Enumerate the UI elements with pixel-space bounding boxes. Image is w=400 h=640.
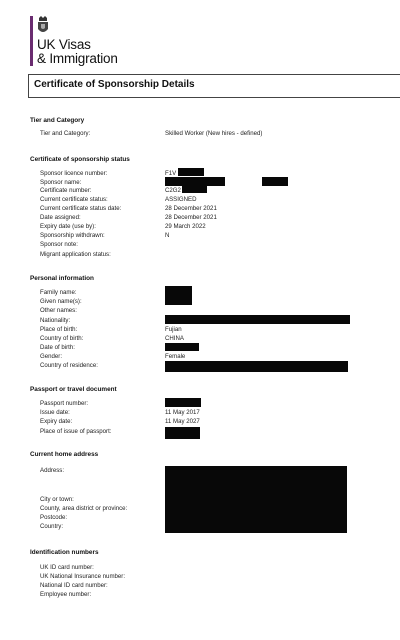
redaction-block <box>178 168 204 176</box>
brand-accent-bar <box>30 16 33 66</box>
section-heading-identification: Identification numbers <box>30 549 99 556</box>
document-title: Certificate of Sponsorship Details <box>34 79 195 90</box>
field-value: C2G2 <box>165 187 181 194</box>
field-label: Sponsor name: <box>40 179 82 186</box>
field-label: Place of issue of passport: <box>40 428 112 435</box>
section-heading-personal: Personal information <box>30 275 94 282</box>
redaction-block <box>165 398 201 407</box>
field-label: UK National Insurance number: <box>40 573 126 580</box>
field-label: Sponsor note: <box>40 241 78 248</box>
field-label: Sponsorship withdrawn: <box>40 232 105 239</box>
field-value: 28 December 2021 <box>165 214 217 221</box>
field-label: Country of residence: <box>40 362 98 369</box>
redaction-block <box>165 361 348 372</box>
field-label: Passport number: <box>40 400 89 407</box>
field-label: Issue date: <box>40 409 70 416</box>
redaction-block <box>262 177 288 186</box>
field-label: Date of birth: <box>40 344 75 351</box>
field-value: Fujian <box>165 326 182 333</box>
field-label: Date assigned: <box>40 214 81 221</box>
redaction-block <box>165 427 200 439</box>
field-label: Tier and Category: <box>40 130 91 137</box>
field-label: Migrant application status: <box>40 251 111 258</box>
field-label: Address: <box>40 467 65 474</box>
field-label: Gender: <box>40 353 63 360</box>
field-value: ASSIGNED <box>165 196 197 203</box>
field-value: CHINA <box>165 335 184 342</box>
field-label: City or town: <box>40 496 74 503</box>
section-heading-cos-status: Certificate of sponsorship status <box>30 156 130 163</box>
field-value: 29 March 2022 <box>165 223 206 230</box>
redaction-block <box>165 466 347 533</box>
field-label: Employee number: <box>40 591 92 598</box>
brand-wordmark <box>37 38 118 66</box>
field-value: 11 May 2027 <box>165 418 200 425</box>
field-label: Family name: <box>40 289 77 296</box>
field-label: Other names: <box>40 307 77 314</box>
field-label: Given name(s): <box>40 298 82 305</box>
field-label: National ID card number: <box>40 582 108 589</box>
field-label: Certificate number: <box>40 187 92 194</box>
redaction-block <box>165 286 192 305</box>
field-label: Country: <box>40 523 64 530</box>
field-label: County, area district or province: <box>40 505 128 512</box>
brand-line-2: & Immigration <box>37 51 118 66</box>
field-value: N <box>165 232 170 239</box>
field-value: F1V <box>165 170 177 177</box>
field-label: Expiry date (use by): <box>40 223 96 230</box>
field-label: UK ID card number: <box>40 564 94 571</box>
field-label: Sponsor licence number: <box>40 170 108 177</box>
section-heading-tier: Tier and Category <box>30 117 85 124</box>
field-label: Current certificate status date: <box>40 205 122 212</box>
brand-line-1: UK Visas <box>37 37 91 52</box>
field-label: Nationality: <box>40 317 71 324</box>
redaction-block <box>182 185 207 193</box>
field-label: Country of birth: <box>40 335 84 342</box>
field-value: Skilled Worker (New hires - defined) <box>165 130 263 137</box>
section-heading-address: Current home address <box>30 451 99 458</box>
royal-crest-icon <box>37 16 49 36</box>
field-label: Postcode: <box>40 514 68 521</box>
field-label: Current certificate status: <box>40 196 108 203</box>
field-value: 28 December 2021 <box>165 205 217 212</box>
redaction-block <box>165 343 199 351</box>
section-heading-passport: Passport or travel document <box>30 386 117 393</box>
redaction-block <box>165 315 350 324</box>
field-label: Place of birth: <box>40 326 78 333</box>
field-value: Female <box>165 353 186 360</box>
field-value: 11 May 2017 <box>165 409 200 416</box>
field-label: Expiry date: <box>40 418 73 425</box>
